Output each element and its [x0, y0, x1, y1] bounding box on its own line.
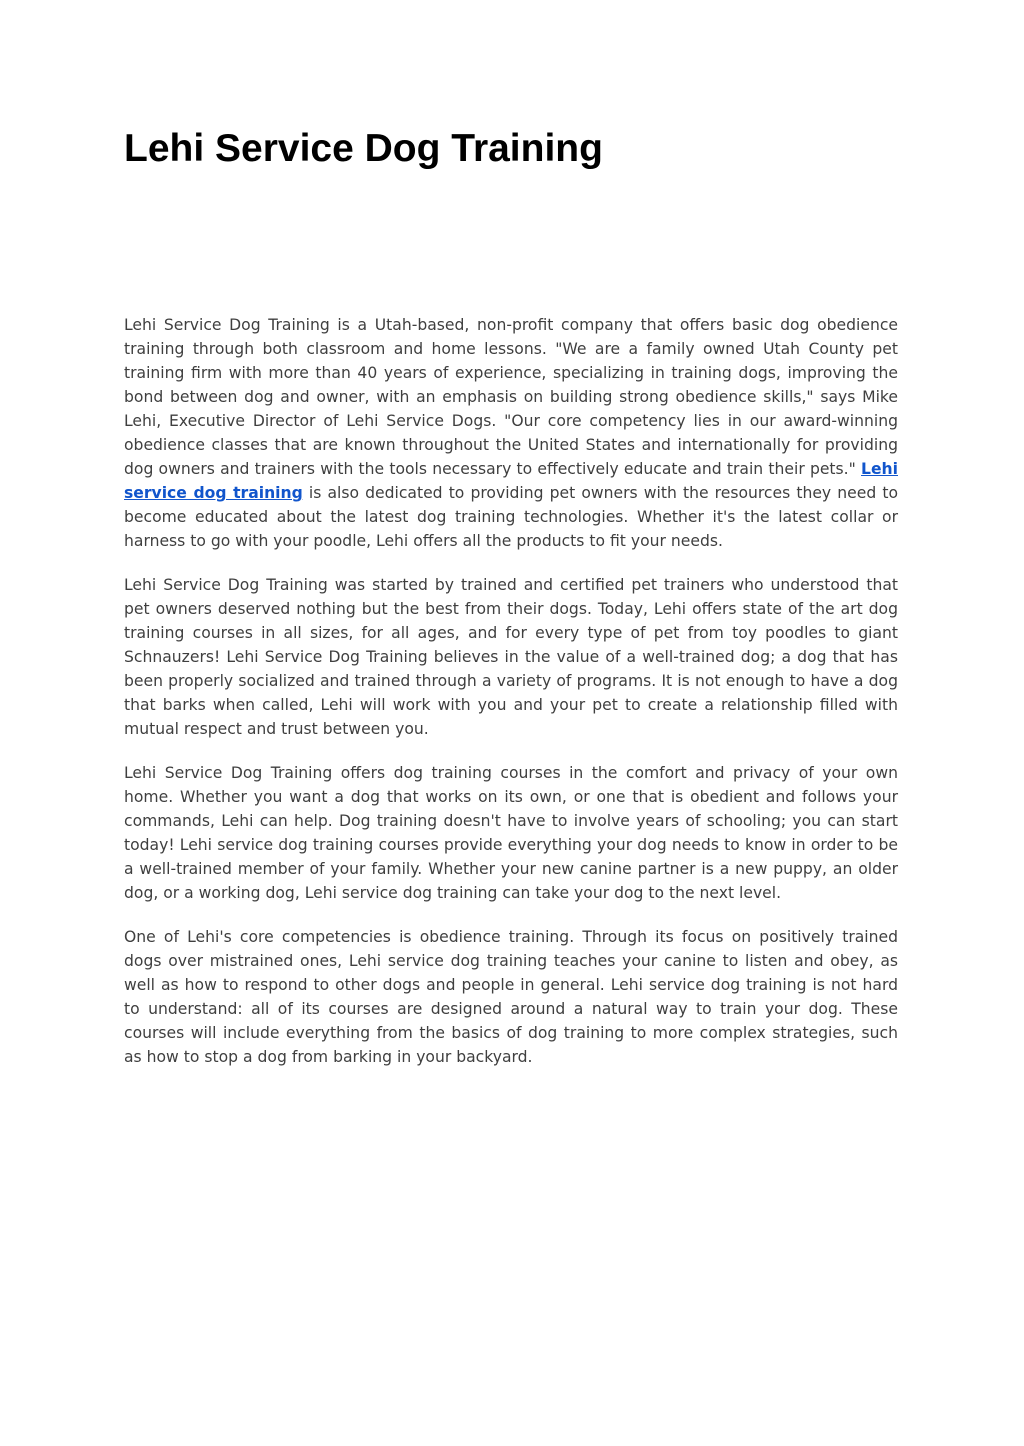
paragraph-1	[124, 313, 898, 553]
lehi-service-dog-training-link[interactable]: Lehi service dog training	[124, 460, 898, 502]
paragraph-3: Lehi Service Dog Training offers dog training courses in the comfort and privacy of your own home. Whether you want a dog that works on its own, or one that is obedient and follows your commands, Lehi can help. Dog training doesn't have to involve years of schooling; you can start today! Lehi service dog training courses provide everything your dog needs to know in order to be a well-trained member of your family. Whether your new canine partner is a new puppy, an older dog, or a working dog, Lehi service dog training can take your dog to the next level.	[124, 764, 898, 902]
paragraph-4: One of Lehi's core competencies is obedience training. Through its focus on positively trained dogs over mistrained ones, Lehi service dog training teaches your canine to listen and obey, as well as how to respond to other dogs and people in general. Lehi service dog training is not hard to understand: all of its courses are designed around a natural way to train your dog. These courses will include everything from the basics of dog training to more complex strategies, such as how to stop a dog from barking in your backyard.	[124, 928, 898, 1066]
paragraph-1-text-after-link: is also dedicated to providing pet owners with the resources they need to become educated about the latest dog training technologies. Whether it's the latest collar or harness to go with your poodle, Lehi offers all the products to fit your needs.	[124, 484, 898, 550]
document-body	[124, 313, 898, 1089]
paragraph-2: Lehi Service Dog Training was started by trained and certified pet trainers who understood that pet owners deserved nothing but the best from their dogs. Today, Lehi offers state of the art dog training courses in all sizes, for all ages, and for every type of pet from toy poodles to giant Schnauzers! Lehi Service Dog Training believes in the value of a well-trained dog; a dog that has been properly socialized and trained through a variety of programs. It is not enough to have a dog that barks when called, Lehi will work with you and your pet to create a relationship filled with mutual respect and trust between you.	[124, 576, 898, 738]
page-title: Lehi Service Dog Training	[124, 127, 603, 170]
paragraph-1-text-before-link: Lehi Service Dog Training is a Utah-based, non-profit company that offers basic dog obedience training through both classroom and home lessons. "We are a family owned Utah County pet training firm with more than 40 years of experience, specializing in training dogs, improving the bond between dog and owner, with an emphasis on building strong obedience skills," says Mike Lehi, Executive Director of Lehi Service Dogs. "Our core competency lies in our award-winning obedience classes that are known throughout the United States and internationally for providing dog owners and trainers with the tools necessary to effectively educate and train their pets."	[124, 316, 898, 478]
